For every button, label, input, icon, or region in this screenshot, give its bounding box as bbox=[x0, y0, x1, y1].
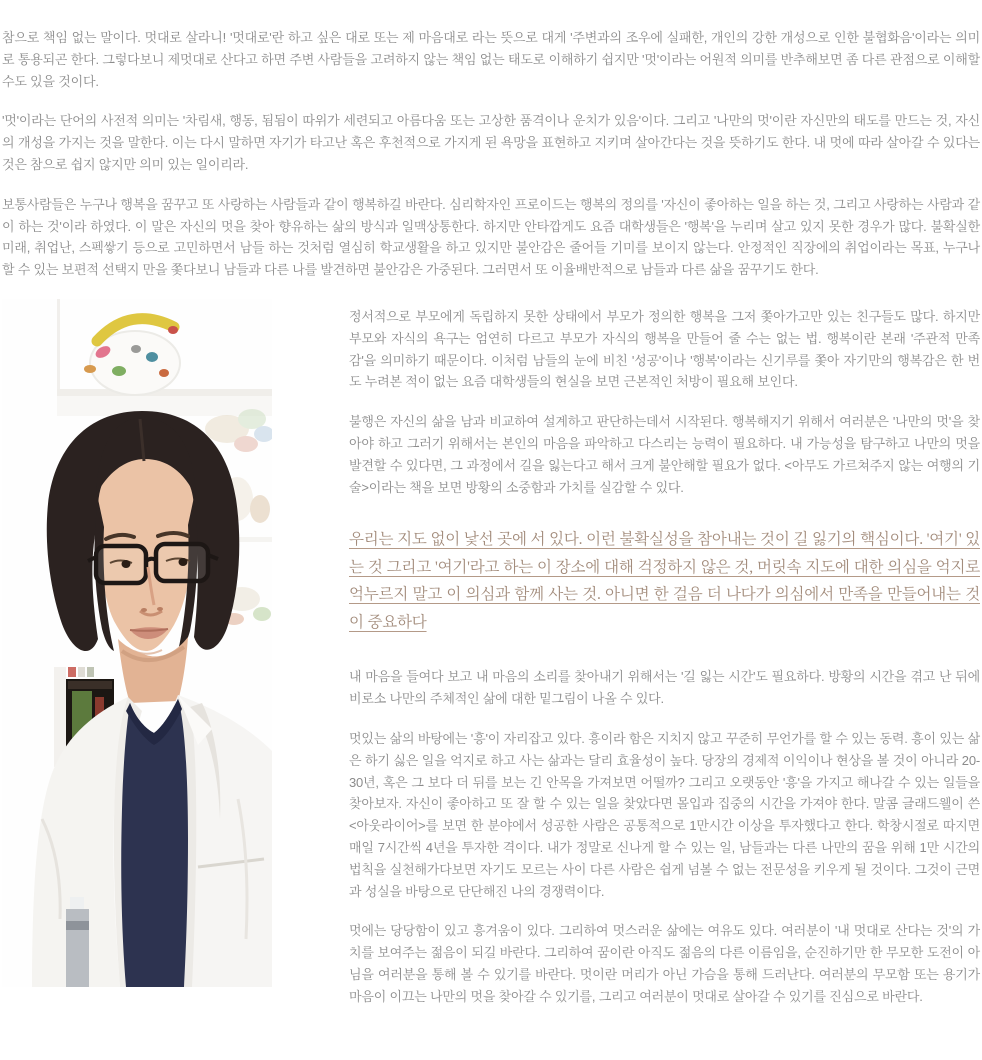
pull-quote-link[interactable]: 우리는 지도 없이 낯선 곳에 서 있다. 이런 불확실성을 참아내는 것이 길 잃기의 핵심이다. '여기' 있는 것 그리고 '여기'라고 하는 이 장소에 대해 걱정하지 않은 것, 머릿속 지도에 대한 의심을 억지로 억누르지 말고 이 의심과 함께 사는 것. 아니면 한 걸음 더 나다가 의심에서 만족을 만들어내는 것이 중요하다 bbox=[349, 531, 980, 631]
portrait-photo bbox=[2, 299, 272, 987]
column-paragraph-3: 내 마음을 들여다 보고 내 마음의 소리를 찾아내기 위해서는 '길 잃는 시간'도 필요하다. 방황의 시간을 겪고 난 뒤에 비로소 나만의 주체적인 삶에 대한 밑그림이 나올 수 있다. bbox=[349, 669, 980, 707]
column-paragraph-2: 불행은 자신의 삶을 남과 비교하여 설계하고 판단하는데서 시작된다. 행복해지기 위해서 여러분은 '나만의 멋'을 찾아야 하고 그러기 위해서는 본인의 마음을 파악하고 다스리는 능력이 필요하다. 내 가능성을 탐구하고 나만의 멋을 발견할 수 있다면, 그 과정에서 길을 잃는다고 해서 크게 불안해할 필요가 없다. <아무도 가르쳐주지 않는 여행의 기술>이라는 책을 보면 방황의 소중함과 가치를 실감할 수 있다. bbox=[349, 414, 980, 495]
portrait-photo-illustration bbox=[2, 299, 272, 987]
intro-paragraph-3: 보통사람들은 누구나 행복을 꿈꾸고 또 사랑하는 사람들과 같이 행복하길 바란다. 심리학자인 프로이드는 행복의 정의를 '자신이 좋아하는 일을 하는 것, 그리고 사랑하는 사람과 같이 하는 것'이라 하였다. 이 말은 자신의 멋을 찾아 향유하는 삶의 방식과 일맥상통한다. 하지만 안타깝게도 요즘 대학생들은 '행복'을 누리며 살고 있지 못한 경우가 많다. 불확실한 미래, 취업난, 스펙쌓기 등으로 고민하면서 남들 하는 것처럼 열심히 학교생활을 하고 있지만 불안감은 줄어들 기미를 보이지 않는다. 안정적인 직장에의 취업이라는 목표, 누구나 할 수 있는 보편적 선택지 만을 쫓다보니 남들과 다른 나를 발견하면 불안감은 가중된다. 그러면서 또 이율배반적으로 남들과 다른 삶을 꿈꾸기도 한다. bbox=[2, 196, 980, 278]
column-paragraph-4: 멋있는 삶의 바탕에는 '흥'이 자리잡고 있다. 흥이라 함은 지치지 않고 꾸준히 무언가를 할 수 있는 동력. 흥이 있는 삶은 하기 싫은 일을 억지로 하고 사는 삶과는 달리 효율성이 높다. 당장의 경제적 이익이나 현상을 볼 것이 아니라 20-30년, 혹은 그 보다 더 뒤를 보는 긴 안목을 가져보면 어떨까? 그리고 오랫동안 '흥'을 가지고 해나갈 수 있는 일들을 찾아보자. 자신이 좋아하고 또 잘 할 수 있는 일을 찾았다면 몰입과 집중의 시간을 가져야 한다. 말콤 글래드웰이 쓴 <아웃라이어>를 보면 한 분야에서 성공한 사람은 공통적으로 1만시간 이상을 투자했다고 한다. 학창시절로 따지면 매일 7시간씩 4년을 투자한 격이다. 내가 정말로 신나게 할 수 있는 일, 남들과는 다른 나만의 꿈을 위해 1만 시간의 법칙을 실천해가다보면 자기도 모르는 사이 다른 사람은 쉽게 넘볼 수 없는 전문성을 키우게 될 것이다. 그것이 근면과 성실을 바탕으로 단단해진 나의 경쟁력이다. bbox=[349, 730, 980, 899]
two-column-section bbox=[2, 299, 980, 1026]
column-paragraph-1: 정서적으로 부모에게 독립하지 못한 상태에서 부모가 정의한 행복을 그저 쫓아가고만 있는 친구들도 많다. 하지만 부모와 자식의 욕구는 엄연히 다르고 부모가 자식의 행복을 만들어 줄 수는 없는 법. 행복이란 본래 '주관적 만족감'을 의미하기 때문이다. 이처럼 남들의 눈에 비친 '성공'이나 '행복'이라는 신기루를 쫓아 자기만의 행복감은 한 번도 누려본 적이 없는 요즘 대학생들의 현실을 보면 근본적인 처방이 필요해 보인다. bbox=[349, 308, 980, 390]
intro-section bbox=[2, 27, 980, 281]
article-column bbox=[349, 299, 980, 1026]
intro-paragraph-2: '멋'이라는 단어의 사전적 의미는 '차림새, 행동, 됨됨이 따위가 세련되고 아름다움 또는 고상한 품격이나 운치가 있음'이다. 그리고 '나만의 멋'이란 자신만의 태도를 만드는 것, 자신의 개성을 가지는 것을 말한다. 이는 다시 말하면 자기가 타고난 혹은 후천적으로 가지게 된 욕망을 표현하고 지키며 살아간다는 것을 뜻하기도 한다. 내 멋에 따라 살아갈 수 있다는 것은 참으로 쉽지 않지만 의미 있는 일이리라. bbox=[2, 113, 980, 172]
intro-paragraph-1: 참으로 책임 없는 말이다. 멋대로 살라니! '멋대로'란 하고 싶은 대로 또는 제 마음대로 라는 뜻으로 대게 '주변과의 조우에 실패한, 개인의 강한 개성으로 인한 불협화음'이라는 의미로 통용되곤 한다. 그렇다보니 제멋대로 산다고 하면 주변 사람들을 고려하지 않는 책임 없는 태도로 이해하기 쉽지만 '멋'이라는 어원적 의미를 반추해보면 좀 다른 관점으로 이해할 수도 있을 것이다. bbox=[2, 30, 980, 89]
column-paragraph-5: 멋에는 당당함이 있고 흥겨움이 있다. 그리하여 멋스러운 삶에는 여유도 있다. 여러분이 '내 멋대로 산다는 것'의 가치를 보여주는 젊음이 되길 바란다. 그리하여 꿈이란 아직도 젊음의 다른 이름임을, 순진하기만 한 무모한 도전이 아님을 여러분을 통해 볼 수 있기를 바란다. 멋이란 머리가 아닌 가슴을 통해 드러난다. 여러분의 무모함 또는 용기가 마음이 이끄는 나만의 멋을 찾아갈 수 있기를, 그리고 여러분이 멋대로 살아갈 수 있기를 진심으로 바란다. bbox=[349, 923, 980, 1004]
